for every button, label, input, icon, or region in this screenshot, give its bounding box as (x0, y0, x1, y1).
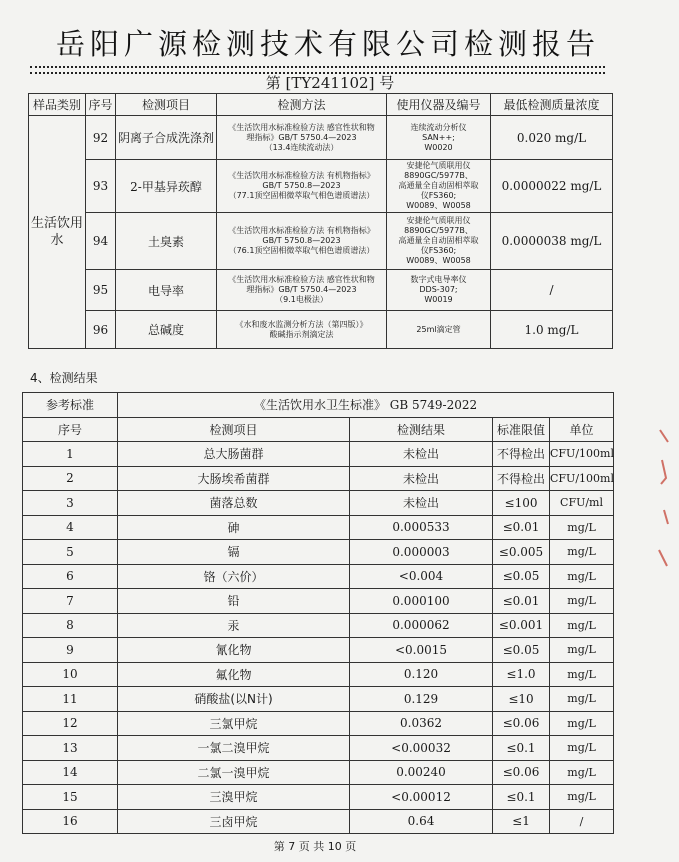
result-row (23, 515, 614, 540)
instrument-line: 数字式电导率仪 (410, 275, 467, 284)
result-limit: ≤0.06 (493, 711, 550, 736)
col-instrument: 使用仪器及编号 (387, 94, 491, 116)
test-method (217, 116, 387, 160)
instrument-line: 安捷伦气质联用仪 (406, 161, 471, 170)
min-concentration: 0.0000038 mg/L (491, 213, 613, 270)
results-section-title: 4、检测结果 (30, 371, 98, 385)
test-item: 阴离子合成洗涤剂 (116, 116, 217, 160)
result-value: 0.64 (350, 809, 493, 834)
instrument (387, 213, 491, 270)
result-unit: mg/L (550, 540, 614, 565)
result-item: 菌落总数 (118, 491, 350, 516)
col-no: 序号 (23, 417, 118, 442)
report-number: 第 [TY241102] 号 (265, 74, 395, 92)
result-unit: mg/L (550, 589, 614, 614)
reference-standard: 《生活饮用水卫生标准》 GB 5749-2022 (118, 393, 614, 418)
method-line: （9.1电极法） (275, 295, 328, 304)
method-line: （76.1顶空固相微萃取气相色谱质谱法） (228, 246, 375, 255)
result-unit: CFU/100ml (550, 466, 614, 491)
method-line: 《水和废水监测分析方法（第四版）》 (235, 319, 368, 329)
col-test-method: 检测方法 (217, 94, 387, 116)
result-item: 三溴甲烷 (118, 785, 350, 810)
result-item: 砷 (118, 515, 350, 540)
method-row (29, 116, 613, 160)
result-item: 硝酸盐(以N计) (118, 687, 350, 712)
result-unit: CFU/ml (550, 491, 614, 516)
result-limit: ≤0.01 (493, 515, 550, 540)
result-row (23, 491, 614, 516)
result-no: 15 (23, 785, 118, 810)
method-line: 《生活饮用水标准检验方法 感官性状和物 (228, 122, 375, 132)
result-limit: ≤10 (493, 687, 550, 712)
result-limit: ≤0.05 (493, 564, 550, 589)
result-unit: CFU/100ml (550, 442, 614, 467)
test-item: 土臭素 (116, 213, 217, 270)
result-no: 13 (23, 736, 118, 761)
result-value: <0.00032 (350, 736, 493, 761)
result-value: 未检出 (350, 442, 493, 467)
result-value: 0.0362 (350, 711, 493, 736)
result-limit: 不得检出 (493, 466, 550, 491)
test-method (217, 270, 387, 311)
test-method (217, 213, 387, 270)
result-limit: ≤0.001 (493, 613, 550, 638)
result-item: 铬（六价） (118, 564, 350, 589)
methods-table (28, 93, 613, 349)
method-line: 理指标》GB/T 5750.4—2023 (246, 132, 357, 142)
row-number: 94 (86, 213, 116, 270)
result-item: 汞 (118, 613, 350, 638)
min-concentration: 1.0 mg/L (491, 311, 613, 349)
instrument (387, 270, 491, 311)
result-no: 11 (23, 687, 118, 712)
result-no: 6 (23, 564, 118, 589)
results-header-row (23, 417, 614, 442)
row-number: 92 (86, 116, 116, 160)
method-row (29, 270, 613, 311)
methods-header-row (29, 94, 613, 116)
col-test-item: 检测项目 (116, 94, 217, 116)
method-line: （77.1顶空固相微萃取气相色谱质谱法） (228, 191, 375, 200)
result-row (23, 540, 614, 565)
result-row (23, 736, 614, 761)
instrument-line: 连续流动分析仪 (410, 122, 467, 132)
result-item: 总大肠菌群 (118, 442, 350, 467)
col-result: 检测结果 (350, 417, 493, 442)
result-limit: ≤1.0 (493, 662, 550, 687)
instrument-line: 安捷伦气质联用仪 (406, 216, 471, 225)
result-row (23, 662, 614, 687)
result-unit: mg/L (550, 515, 614, 540)
col-sample-category: 样品类别 (29, 94, 86, 116)
col-limit: 标准限值 (493, 417, 550, 442)
results-table (22, 392, 614, 834)
result-item: 二氯一溴甲烷 (118, 760, 350, 785)
result-unit: mg/L (550, 687, 614, 712)
test-item: 电导率 (116, 270, 217, 311)
result-value: 0.129 (350, 687, 493, 712)
result-value: <0.00012 (350, 785, 493, 810)
method-line: GB/T 5750.8—2023 (262, 236, 341, 245)
result-limit: ≤100 (493, 491, 550, 516)
instrument-line: 8890GC/5977B、 (404, 226, 473, 235)
result-no: 10 (23, 662, 118, 687)
result-unit: mg/L (550, 638, 614, 663)
result-limit: ≤0.005 (493, 540, 550, 565)
result-unit: mg/L (550, 613, 614, 638)
result-limit: 不得检出 (493, 442, 550, 467)
method-row (29, 311, 613, 349)
method-line: （13.4连续流动法） (264, 142, 339, 152)
result-row (23, 442, 614, 467)
result-limit: ≤0.1 (493, 736, 550, 761)
result-value: 0.00240 (350, 760, 493, 785)
result-no: 1 (23, 442, 118, 467)
result-row (23, 785, 614, 810)
instrument-line: 25ml滴定管 (416, 324, 461, 334)
col-number: 序号 (86, 94, 116, 116)
min-concentration: 0.0000022 mg/L (491, 160, 613, 213)
result-value: 0.000533 (350, 515, 493, 540)
method-line: 酸碱指示剂滴定法 (269, 329, 334, 339)
instrument-line: 仪FS360; (420, 191, 457, 200)
result-unit: mg/L (550, 564, 614, 589)
min-concentration: / (491, 270, 613, 311)
instrument-line: W0089、W0058 (406, 201, 471, 210)
result-value: 0.000003 (350, 540, 493, 565)
instrument-line: 高通量全自动固相萃取 (398, 236, 479, 245)
instrument-line: 8890GC/5977B、 (404, 171, 473, 180)
result-value: 未检出 (350, 466, 493, 491)
instrument (387, 116, 491, 160)
instrument (387, 160, 491, 213)
result-row (23, 589, 614, 614)
result-limit: ≤0.05 (493, 638, 550, 663)
seal-edge-stamp (656, 420, 672, 580)
result-row (23, 638, 614, 663)
instrument-line: W0089、W0058 (406, 256, 471, 265)
instrument-line: 仪FS360; (420, 246, 457, 255)
result-value: <0.004 (350, 564, 493, 589)
row-number: 93 (86, 160, 116, 213)
col-min-concentration: 最低检测质量浓度 (491, 94, 613, 116)
result-no: 3 (23, 491, 118, 516)
result-unit: mg/L (550, 662, 614, 687)
result-item: 镉 (118, 540, 350, 565)
test-method (217, 160, 387, 213)
result-row (23, 613, 614, 638)
result-limit: ≤0.06 (493, 760, 550, 785)
test-item: 2-甲基异莰醇 (116, 160, 217, 213)
result-value: 0.120 (350, 662, 493, 687)
result-item: 三氯甲烷 (118, 711, 350, 736)
method-row (29, 160, 613, 213)
result-row (23, 760, 614, 785)
result-no: 7 (23, 589, 118, 614)
row-number: 95 (86, 270, 116, 311)
sample-category: 生活饮用水 (29, 116, 86, 349)
instrument-line: W0020 (424, 142, 453, 152)
result-value: 0.000062 (350, 613, 493, 638)
result-row (23, 564, 614, 589)
instrument-line: SAN++; (422, 132, 455, 142)
row-number: 96 (86, 311, 116, 349)
method-line: GB/T 5750.8—2023 (262, 181, 341, 190)
result-row (23, 809, 614, 834)
result-value: <0.0015 (350, 638, 493, 663)
result-no: 2 (23, 466, 118, 491)
result-row (23, 687, 614, 712)
result-no: 5 (23, 540, 118, 565)
result-unit: mg/L (550, 760, 614, 785)
method-line: 《生活饮用水标准检验方法 有机物指标》 (228, 226, 375, 235)
result-row (23, 466, 614, 491)
result-no: 9 (23, 638, 118, 663)
method-line: 理指标》GB/T 5750.4—2023 (246, 285, 357, 294)
result-unit: / (550, 809, 614, 834)
result-unit: mg/L (550, 785, 614, 810)
method-line: 《生活饮用水标准检验方法 感官性状和物 (228, 275, 375, 284)
result-item: 氰化物 (118, 638, 350, 663)
result-unit: mg/L (550, 711, 614, 736)
result-no: 8 (23, 613, 118, 638)
result-no: 12 (23, 711, 118, 736)
method-row (29, 213, 613, 270)
result-item: 三卤甲烷 (118, 809, 350, 834)
company-title: 岳阳广源检测技术有限公司检测报告 (55, 27, 600, 61)
result-item: 氟化物 (118, 662, 350, 687)
col-unit: 单位 (550, 417, 614, 442)
result-limit: ≤0.01 (493, 589, 550, 614)
page-footer: 第 7 页 共 10 页 (273, 840, 357, 853)
result-item: 一氯二溴甲烷 (118, 736, 350, 761)
instrument-line: 高通量全自动固相萃取 (398, 181, 479, 190)
result-unit: mg/L (550, 736, 614, 761)
result-no: 14 (23, 760, 118, 785)
result-no: 4 (23, 515, 118, 540)
test-item: 总碱度 (116, 311, 217, 349)
result-item: 大肠埃希菌群 (118, 466, 350, 491)
result-row (23, 711, 614, 736)
min-concentration: 0.020 mg/L (491, 116, 613, 160)
instrument (387, 311, 491, 349)
result-value: 未检出 (350, 491, 493, 516)
result-item: 铅 (118, 589, 350, 614)
result-value: 0.000100 (350, 589, 493, 614)
instrument-line: DDS-307; (419, 285, 458, 294)
instrument-line: W0019 (424, 295, 453, 304)
test-method (217, 311, 387, 349)
col-item: 检测项目 (118, 417, 350, 442)
result-limit: ≤0.1 (493, 785, 550, 810)
reference-row (23, 393, 614, 418)
result-limit: ≤1 (493, 809, 550, 834)
method-line: 《生活饮用水标准检验方法 有机物指标》 (228, 171, 375, 180)
reference-label: 参考标准 (23, 393, 118, 418)
result-no: 16 (23, 809, 118, 834)
